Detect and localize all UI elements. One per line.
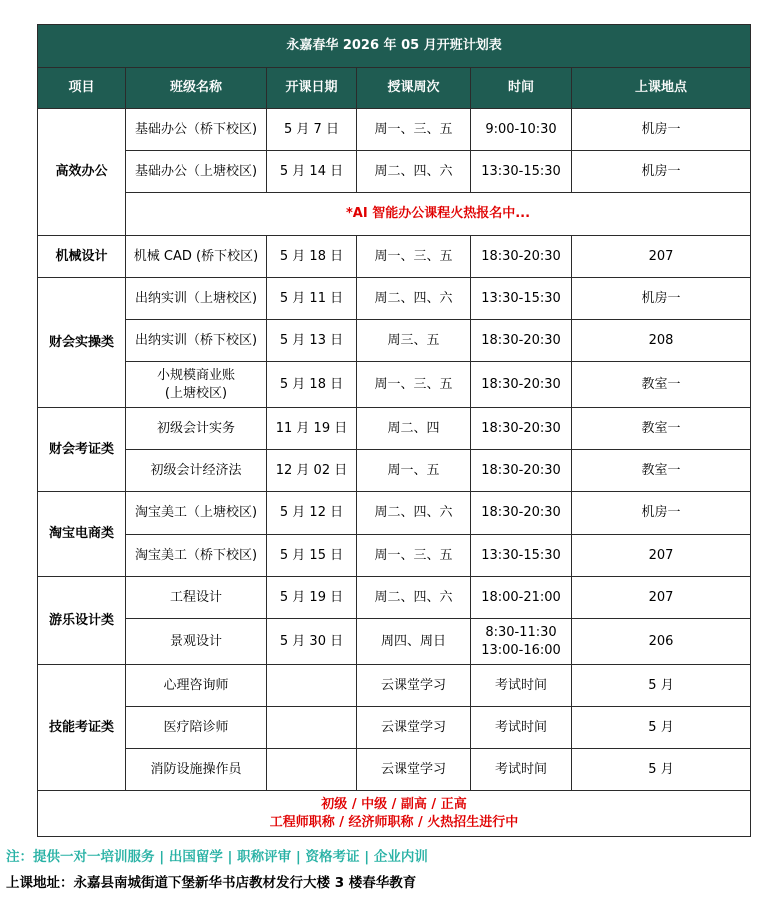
class-name-cell: 出纳实训（桥下校区) (126, 320, 267, 362)
date-cell: 5 月 14 日 (267, 151, 357, 193)
table-row (38, 492, 751, 535)
date-cell: 5 月 18 日 (267, 236, 357, 278)
class-name-cell: 初级会计经济法 (126, 450, 267, 492)
week-cell: 周二、四、六 (357, 492, 471, 535)
place-cell: 5 月 (572, 707, 751, 749)
time-cell: 18:30-20:30 (471, 362, 572, 408)
table-title: 永嘉春华 2026 年 05 月开班计划表 (38, 25, 751, 68)
place-cell: 机房一 (572, 278, 751, 320)
category-cell: 财会实操类 (38, 278, 126, 408)
table-row (38, 665, 751, 707)
table-row (38, 577, 751, 619)
header-category: 项目 (38, 68, 126, 109)
time-cell: 13:30-15:30 (471, 151, 572, 193)
time-cell: 18:30-20:30 (471, 320, 572, 362)
time-cell: 13:30-15:30 (471, 278, 572, 320)
table-row (38, 109, 751, 151)
week-cell: 周二、四、六 (357, 151, 471, 193)
category-cell: 高效办公 (38, 109, 126, 236)
time-cell: 18:30-20:30 (471, 408, 572, 450)
table-row (38, 749, 751, 791)
week-cell: 周一、三、五 (357, 236, 471, 278)
date-cell (267, 749, 357, 791)
time-line2: 13:00-16:00 (481, 642, 561, 658)
table-row (38, 408, 751, 450)
footer-cell (38, 791, 751, 837)
table-row (38, 278, 751, 320)
time-line1: 8:30-11:30 (485, 624, 557, 640)
date-cell: 5 月 13 日 (267, 320, 357, 362)
category-cell: 技能考证类 (38, 665, 126, 791)
week-cell: 周四、周日 (357, 619, 471, 665)
date-cell: 5 月 19 日 (267, 577, 357, 619)
time-cell: 考试时间 (471, 665, 572, 707)
services-note: 注：提供一对一培训服务 | 出国留学 | 职称评审 | 资格考证 | 企业内训 (6, 849, 428, 865)
address-line: 上课地址：永嘉县南城街道下堡新华书店教材发行大楼 3 楼春华教育 (6, 875, 417, 891)
week-cell: 云课堂学习 (357, 707, 471, 749)
place-cell: 机房一 (572, 151, 751, 193)
header-weekdays: 授课周次 (357, 68, 471, 109)
category-cell: 财会考证类 (38, 408, 126, 492)
date-cell: 5 月 11 日 (267, 278, 357, 320)
place-cell: 207 (572, 535, 751, 577)
category-cell: 淘宝电商类 (38, 492, 126, 577)
place-cell: 机房一 (572, 492, 751, 535)
table-row (38, 619, 751, 665)
place-cell: 206 (572, 619, 751, 665)
class-name-line2: (上塘校区) (164, 385, 228, 401)
class-name-line1: 小规模商业账 (156, 367, 235, 383)
time-cell: 18:00-21:00 (471, 577, 572, 619)
class-name-cell: 景观设计 (126, 619, 267, 665)
date-cell (267, 707, 357, 749)
place-cell: 207 (572, 577, 751, 619)
category-cell: 机械设计 (38, 236, 126, 278)
header-time: 时间 (471, 68, 572, 109)
week-cell: 云课堂学习 (357, 749, 471, 791)
date-cell: 11 月 19 日 (267, 408, 357, 450)
date-cell: 5 月 7 日 (267, 109, 357, 151)
week-cell: 周一、三、五 (357, 109, 471, 151)
place-cell: 机房一 (572, 109, 751, 151)
week-cell: 周二、四 (357, 408, 471, 450)
week-cell: 周一、三、五 (357, 362, 471, 408)
week-cell: 周二、四、六 (357, 577, 471, 619)
date-cell: 12 月 02 日 (267, 450, 357, 492)
table-row (38, 450, 751, 492)
header-class-name: 班级名称 (126, 68, 267, 109)
date-cell: 5 月 18 日 (267, 362, 357, 408)
class-name-cell: 医疗陪诊师 (126, 707, 267, 749)
table-row (38, 193, 751, 236)
class-name-cell: 基础办公（上塘校区) (126, 151, 267, 193)
footer-line2: 工程师职称 / 经济师职称 / 火热招生进行中 (269, 814, 519, 830)
class-name-cell: 心理咨询师 (126, 665, 267, 707)
week-cell: 周一、三、五 (357, 535, 471, 577)
time-cell: 13:30-15:30 (471, 535, 572, 577)
time-cell: 18:30-20:30 (471, 450, 572, 492)
header-start-date: 开课日期 (267, 68, 357, 109)
place-cell: 208 (572, 320, 751, 362)
date-cell: 5 月 15 日 (267, 535, 357, 577)
week-cell: 周二、四、六 (357, 278, 471, 320)
schedule-table (37, 24, 751, 837)
header-location: 上课地点 (572, 68, 751, 109)
footer-row (38, 791, 751, 837)
week-cell: 云课堂学习 (357, 665, 471, 707)
table-row (38, 236, 751, 278)
time-cell: 9:00-10:30 (471, 109, 572, 151)
place-cell: 207 (572, 236, 751, 278)
time-cell: 18:30-20:30 (471, 492, 572, 535)
class-name-cell: 淘宝美工（上塘校区) (126, 492, 267, 535)
place-cell: 5 月 (572, 749, 751, 791)
place-cell: 教室一 (572, 450, 751, 492)
footer-line1: 初级 / 中级 / 副高 / 正高 (321, 796, 467, 812)
table-row (38, 151, 751, 193)
table-row (38, 320, 751, 362)
time-cell: 考试时间 (471, 707, 572, 749)
date-cell (267, 665, 357, 707)
class-name-cell: 淘宝美工（桥下校区) (126, 535, 267, 577)
time-cell (471, 619, 572, 665)
week-cell: 周一、五 (357, 450, 471, 492)
promo-text: *AI 智能办公课程火热报名中... (126, 193, 751, 236)
time-cell: 18:30-20:30 (471, 236, 572, 278)
class-name-cell: 初级会计实务 (126, 408, 267, 450)
time-cell: 考试时间 (471, 749, 572, 791)
class-name-cell (126, 362, 267, 408)
class-name-cell: 出纳实训（上塘校区) (126, 278, 267, 320)
place-cell: 5 月 (572, 665, 751, 707)
week-cell: 周三、五 (357, 320, 471, 362)
class-name-cell: 机械 CAD (桥下校区) (126, 236, 267, 278)
class-name-cell: 消防设施操作员 (126, 749, 267, 791)
table-row (38, 362, 751, 408)
class-name-cell: 基础办公（桥下校区) (126, 109, 267, 151)
category-cell: 游乐设计类 (38, 577, 126, 665)
table-row (38, 707, 751, 749)
place-cell: 教室一 (572, 408, 751, 450)
table-row (38, 535, 751, 577)
date-cell: 5 月 30 日 (267, 619, 357, 665)
place-cell: 教室一 (572, 362, 751, 408)
class-name-cell: 工程设计 (126, 577, 267, 619)
date-cell: 5 月 12 日 (267, 492, 357, 535)
